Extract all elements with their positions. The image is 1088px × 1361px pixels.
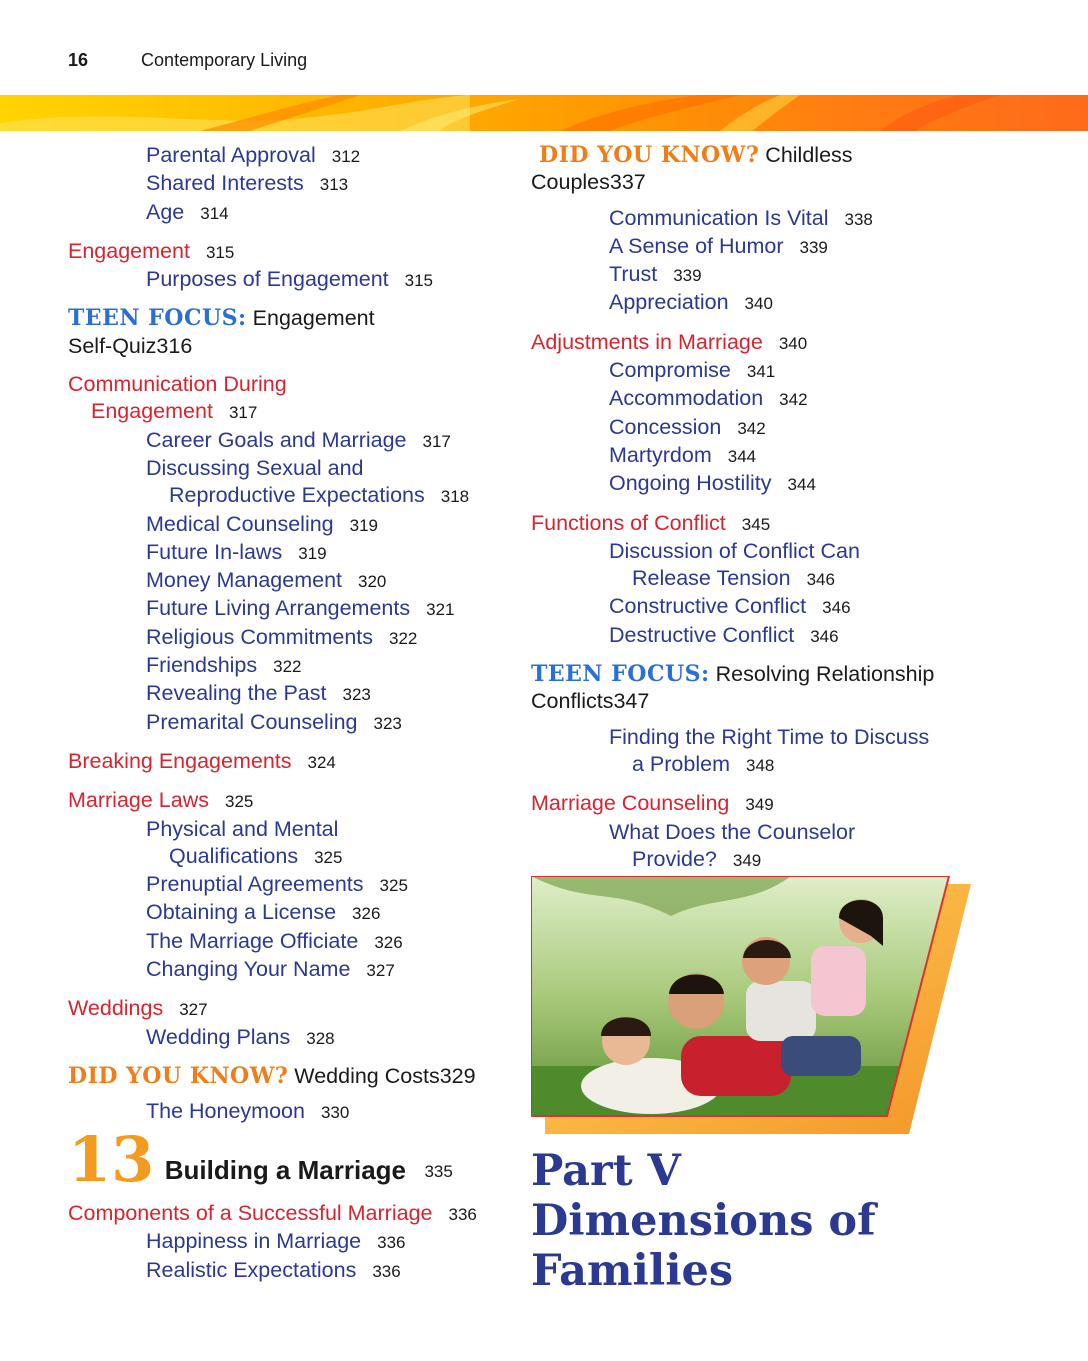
toc-entry[interactable]: Finding the Right Time to Discuss a Problem 348 xyxy=(609,724,930,776)
teen-focus-feature[interactable]: TEEN FOCUS: Resolving Relationship Conflicts347 xyxy=(531,661,935,714)
teen-focus-feature[interactable]: TEEN FOCUS: Engagement Self-Quiz316 xyxy=(68,305,375,358)
toc-entry[interactable]: Obtaining a License 326 xyxy=(146,900,381,925)
toc-entry[interactable]: A Sense of Humor 339 xyxy=(609,233,828,258)
toc-entry[interactable]: Friendships 322 xyxy=(146,653,302,678)
did-you-know-feature[interactable]: DID YOU KNOW? Wedding Costs329 xyxy=(68,1062,476,1089)
toc-section-breaking[interactable]: Breaking Engagements 324 xyxy=(68,748,336,773)
did-you-know-tag: DID YOU KNOW? xyxy=(68,1062,289,1089)
chapter-entries xyxy=(68,1200,508,1285)
toc-entry[interactable]: Parental Approval 312 xyxy=(146,143,361,167)
toc-entry[interactable]: Realistic Expectations 336 xyxy=(146,1257,401,1282)
toc-entry[interactable]: Medical Counseling 319 xyxy=(146,511,379,536)
book-title: Contemporary Living xyxy=(141,50,308,70)
chapter-number: 13 xyxy=(68,1123,155,1196)
toc-right-column xyxy=(531,142,991,874)
toc-entry[interactable]: Trust 339 xyxy=(609,262,702,287)
toc-entry[interactable]: Communication Is Vital 338 xyxy=(609,205,873,230)
toc-entry[interactable]: Ongoing Hostility 344 xyxy=(609,471,816,496)
toc-section-communication[interactable]: Communication During Engagement 317 xyxy=(68,372,287,424)
toc-entry[interactable]: Revealing the Past 323 xyxy=(146,681,371,706)
did-you-know-feature[interactable]: DID YOU KNOW? Childless Couples337 xyxy=(531,142,853,195)
did-you-know-tag: DID YOU KNOW? xyxy=(539,142,760,168)
toc-entry[interactable]: Accommodation 342 xyxy=(609,386,808,411)
toc-entry[interactable]: Prenuptial Agreements 325 xyxy=(146,872,408,897)
toc-section-components[interactable]: Components of a Successful Marriage 336 xyxy=(68,1201,477,1225)
toc-entry[interactable]: Money Management 320 xyxy=(146,568,387,593)
toc-entry[interactable]: Discussion of Conflict Can Release Tension 346 xyxy=(609,538,860,591)
toc-entry[interactable]: Purposes of Engagement 315 xyxy=(146,267,434,292)
chapter-page: 335 xyxy=(424,1162,453,1181)
toc-entry[interactable]: Wedding Plans 328 xyxy=(146,1024,335,1049)
toc-entry[interactable]: Physical and Mental Qualifications 325 xyxy=(146,816,343,868)
toc-entry[interactable]: Discussing Sexual and Reproductive Expectations 318 xyxy=(146,455,470,508)
toc-section-engagement[interactable]: Engagement 315 xyxy=(68,238,235,263)
toc-entry[interactable]: The Marriage Officiate 326 xyxy=(146,928,403,953)
part-title xyxy=(531,1146,876,1296)
toc-section-counseling[interactable]: Marriage Counseling 349 xyxy=(531,791,774,816)
toc-entry[interactable]: Destructive Conflict 346 xyxy=(609,622,839,647)
toc-entry[interactable]: Appreciation 340 xyxy=(609,290,773,315)
toc-entry[interactable]: Future Living Arrangements 321 xyxy=(146,596,455,621)
toc-entry[interactable]: Constructive Conflict 346 xyxy=(609,594,851,619)
toc-section-weddings[interactable]: Weddings 327 xyxy=(68,996,208,1021)
flame-banner xyxy=(0,95,1088,131)
part-title-line: Families xyxy=(531,1246,734,1296)
toc-left-column xyxy=(68,142,508,1127)
page-number: 16 xyxy=(68,50,89,70)
toc-entry[interactable]: Concession 342 xyxy=(609,414,766,439)
toc-entry[interactable]: Age 314 xyxy=(146,199,229,224)
toc-entry[interactable]: Happiness in Marriage 336 xyxy=(146,1229,406,1254)
toc-section-functions[interactable]: Functions of Conflict 345 xyxy=(531,510,771,535)
part-title-line: Part V xyxy=(531,1146,681,1196)
toc-entry[interactable]: Religious Commitments 322 xyxy=(146,624,418,649)
toc-section-adjustments[interactable]: Adjustments in Marriage 340 xyxy=(531,329,808,354)
part-title-line: Dimensions of xyxy=(531,1196,876,1246)
chapter-heading[interactable] xyxy=(68,1123,453,1196)
teen-focus-tag: TEEN FOCUS: xyxy=(68,305,247,332)
family-photo xyxy=(531,876,976,1136)
toc-entry[interactable]: Premarital Counseling 323 xyxy=(146,709,402,734)
toc-entry[interactable]: Shared Interests 313 xyxy=(146,171,349,196)
toc-entry[interactable]: Career Goals and Marriage 317 xyxy=(146,427,451,452)
toc-entry[interactable]: What Does the Counselor Provide? 349 xyxy=(609,819,856,871)
teen-focus-tag: TEEN FOCUS: xyxy=(531,661,710,688)
toc-entry[interactable]: Changing Your Name 327 xyxy=(146,957,395,982)
toc-entry[interactable]: Martyrdom 344 xyxy=(609,442,757,467)
toc-entry[interactable]: Compromise 341 xyxy=(609,358,776,383)
toc-entry[interactable]: Future In-laws 319 xyxy=(146,539,327,564)
chapter-title: Building a Marriage xyxy=(164,1155,406,1185)
toc-section-laws[interactable]: Marriage Laws 325 xyxy=(68,788,254,813)
running-header xyxy=(68,50,307,71)
toc-entry[interactable]: The Honeymoon 330 xyxy=(146,1099,350,1124)
flame-banner-art xyxy=(0,95,1088,131)
